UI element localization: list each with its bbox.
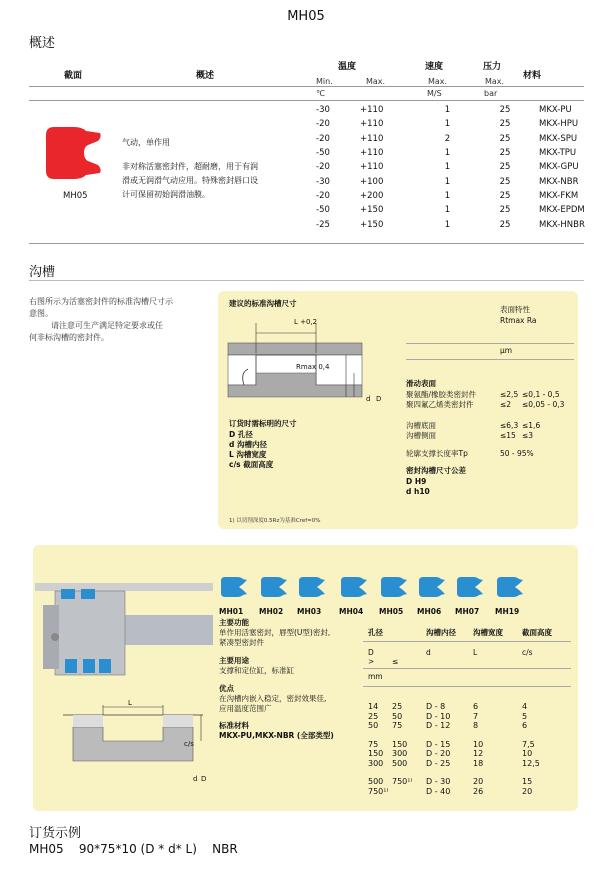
profile-mh19-icon bbox=[495, 575, 525, 599]
dim-cs: 12,5 bbox=[522, 758, 540, 768]
dim-l: 26 bbox=[473, 786, 484, 796]
groove-rows bbox=[406, 421, 574, 441]
profile-mh07-icon bbox=[455, 575, 485, 599]
cell-pressure: 25 bbox=[499, 176, 511, 187]
roughness-label: 沟槽侧面 bbox=[406, 431, 436, 440]
dim-d: D - 20 bbox=[426, 749, 451, 758]
profile-name: MH19 bbox=[495, 607, 520, 616]
cell-max: +110 bbox=[360, 162, 384, 173]
cell-speed: 1 bbox=[444, 219, 451, 230]
cell-speed: 1 bbox=[444, 148, 451, 159]
cell-material: MKX-NBR bbox=[539, 176, 579, 187]
lower-cs: c/s bbox=[184, 740, 194, 748]
cell-max: +150 bbox=[360, 205, 384, 216]
order-example: MH05 90*75*10 (D * d* L) NBR bbox=[29, 842, 238, 856]
func-title: 主要功能 bbox=[219, 618, 249, 627]
surface-title: 表面特性 bbox=[500, 305, 530, 314]
dim-l: 8 bbox=[473, 721, 479, 730]
dim-l: 12 bbox=[473, 749, 484, 758]
cell-speed: 2 bbox=[444, 133, 451, 144]
dim-a: 25 bbox=[368, 711, 379, 721]
cell-pressure: 25 bbox=[499, 162, 511, 173]
col-pressure: 压力 bbox=[483, 62, 502, 72]
order-heading: 订货示例 bbox=[29, 826, 82, 841]
cell-max: +100 bbox=[360, 176, 384, 187]
profile-name: MH07 bbox=[455, 607, 480, 616]
tp-value: 50 - 95% bbox=[500, 449, 534, 458]
cell-material: MKX-PU bbox=[539, 105, 572, 116]
cell-material: MKX-HNBR bbox=[539, 219, 585, 230]
mat-line: MKX-PU,MKX-NBR (全部类型) bbox=[219, 731, 334, 740]
th-cs: 截面高度 bbox=[522, 628, 552, 637]
profile-label: MH05 bbox=[63, 191, 88, 201]
col-material: 材料 bbox=[523, 71, 542, 81]
material-row bbox=[308, 146, 585, 160]
cell-material: MKX-SPU bbox=[539, 133, 578, 144]
groove-heading: 沟槽 bbox=[29, 265, 56, 280]
dim-d: D - 25 bbox=[426, 758, 451, 768]
roughness-row bbox=[406, 421, 574, 431]
cell-pressure: 25 bbox=[499, 119, 511, 130]
col-temp: 温度 bbox=[338, 62, 357, 72]
tp-label: 轮廓支撑长度率Tp bbox=[406, 449, 468, 458]
dim-unit: mm bbox=[368, 672, 383, 681]
groove-intro: 右图所示为活塞密封件的标准沟槽尺寸示 意图。 请注意可生产满足特定要求或任 何非标沟槽的密封件。 bbox=[29, 297, 173, 342]
adv-title: 优点 bbox=[219, 684, 234, 693]
th-inner: 沟槽内径 bbox=[426, 628, 456, 637]
col-speed: 速度 bbox=[425, 62, 444, 72]
profile-name: MH02 bbox=[259, 607, 284, 616]
dim-d: D - 30 bbox=[426, 777, 451, 786]
profile-mh04-icon bbox=[339, 575, 369, 599]
mat-title: 标准材料 bbox=[219, 721, 249, 730]
th-bore: 孔径 bbox=[368, 628, 383, 637]
panel1-footnote: 1) 以切削深度0.5Rz为基准Cref=0% bbox=[229, 518, 321, 524]
sliding-title: 滑动表面 bbox=[406, 379, 436, 388]
profile-mh03-icon bbox=[297, 575, 327, 599]
sym-bore: D bbox=[368, 648, 374, 657]
cell-material: MKX-TPU bbox=[539, 148, 577, 159]
dim-b: 75 bbox=[392, 721, 403, 730]
dim-a: 300 bbox=[368, 758, 384, 768]
sym-inner: d bbox=[426, 648, 431, 657]
dimension-row bbox=[368, 740, 578, 750]
roughness-label: 沟槽底面 bbox=[406, 421, 436, 430]
dimension-table bbox=[368, 702, 578, 796]
roughness-rt: ≤2,5 bbox=[500, 390, 519, 399]
profile-panel bbox=[33, 545, 578, 811]
profile-name: MH06 bbox=[417, 607, 442, 616]
func-lines: 单作用活塞密封，唇型(U型)密封, 紧凑型密封件 bbox=[219, 628, 331, 647]
cell-min: -20 bbox=[316, 133, 330, 144]
dim-a: 14 bbox=[368, 702, 379, 711]
cell-speed: 1 bbox=[444, 162, 451, 173]
cell-pressure: 25 bbox=[499, 219, 511, 230]
roughness-label: 聚四氟乙烯类密封件 bbox=[406, 400, 474, 409]
sliding-rows bbox=[406, 390, 574, 410]
cell-min: -20 bbox=[316, 162, 330, 173]
cell-pressure: 25 bbox=[499, 190, 511, 201]
roughness-row bbox=[406, 431, 574, 441]
dim-cs: 4 bbox=[522, 702, 528, 711]
surface-cols: Rtmax Ra bbox=[500, 316, 537, 325]
order-dims-list: D 孔径 d 沟槽内径 L 沟槽宽度 c/s 截面高度 bbox=[229, 430, 274, 469]
col-desc: 概述 bbox=[196, 71, 215, 81]
cell-pressure: 25 bbox=[499, 133, 511, 144]
material-row bbox=[308, 203, 585, 217]
material-row bbox=[308, 103, 585, 117]
dim-d: D - 15 bbox=[426, 739, 451, 749]
profile-name: MH03 bbox=[297, 607, 322, 616]
profile-mh02-icon bbox=[259, 575, 289, 599]
dim-cs: 20 bbox=[522, 786, 533, 796]
profile-mh06-icon bbox=[417, 575, 447, 599]
cell-speed: 1 bbox=[444, 119, 451, 130]
sym-width: L bbox=[473, 648, 478, 657]
col-temp-min: Min. bbox=[316, 77, 333, 86]
lower-d: d bbox=[193, 775, 198, 783]
dim-cs: 15 bbox=[522, 777, 533, 786]
cell-min: -30 bbox=[316, 105, 330, 116]
cell-max: +110 bbox=[360, 119, 384, 130]
dim-l: 6 bbox=[473, 702, 479, 711]
roughness-row bbox=[406, 390, 574, 400]
tol-title: 密封沟槽尺寸公差 bbox=[406, 466, 466, 475]
unit-temp: ℃ bbox=[316, 89, 325, 98]
dim-a: 50 bbox=[368, 721, 379, 730]
cell-speed: 1 bbox=[444, 176, 451, 187]
dim-b: 50 bbox=[392, 711, 403, 721]
cell-max: +200 bbox=[360, 190, 384, 201]
sym-gt: > bbox=[368, 657, 375, 666]
roughness-ra: ≤3 bbox=[522, 431, 534, 440]
roughness-rt: ≤6,3 bbox=[500, 421, 519, 430]
cell-min: -20 bbox=[316, 190, 330, 201]
dim-a: 75 bbox=[368, 739, 379, 749]
dim-b: 750¹⁾ bbox=[392, 777, 413, 786]
roughness-ra: ≤0,05 - 0,3 bbox=[522, 400, 565, 409]
material-row bbox=[308, 189, 585, 203]
cell-min: -25 bbox=[316, 219, 330, 230]
tol-list: D H9 d h10 bbox=[406, 477, 430, 496]
col-temp-max: Max. bbox=[366, 77, 386, 86]
cell-min: -50 bbox=[316, 148, 330, 159]
roughness-rt: ≤2 bbox=[500, 400, 512, 409]
profile-name: MH04 bbox=[339, 607, 364, 616]
cell-speed: 1 bbox=[444, 105, 451, 116]
profile-name: MH01 bbox=[219, 607, 244, 616]
material-row bbox=[308, 160, 585, 174]
cell-max: +110 bbox=[360, 105, 384, 116]
material-row bbox=[308, 132, 585, 146]
dimension-row bbox=[368, 777, 578, 787]
lower-D: D bbox=[201, 775, 207, 783]
dimension-row bbox=[368, 712, 578, 722]
dim-b bbox=[392, 787, 426, 797]
dim-d: D - 12 bbox=[426, 721, 451, 730]
roughness-ra: ≤0,1 - 0,5 bbox=[522, 390, 560, 399]
material-row bbox=[308, 217, 585, 231]
unit-speed: M/S bbox=[427, 89, 442, 98]
profile-mh05-icon bbox=[379, 575, 409, 599]
roughness-label: 聚氨酯/橡胶类密封件 bbox=[406, 390, 477, 399]
profile-name: MH05 bbox=[379, 607, 404, 616]
overview-heading: 概述 bbox=[29, 36, 56, 51]
panel1-title: 建议的标准沟槽尺寸 bbox=[229, 299, 297, 308]
dim-cs: 5 bbox=[522, 711, 528, 721]
surface-unit: μm bbox=[500, 346, 513, 355]
dim-rmax: Rmax 0,4 bbox=[296, 363, 330, 371]
cell-material: MKX-EPDM bbox=[539, 205, 585, 216]
dim-l: 7 bbox=[473, 711, 479, 721]
dim-l: 18 bbox=[473, 758, 484, 768]
cell-max: +110 bbox=[360, 133, 384, 144]
cell-material: MKX-GPU bbox=[539, 162, 579, 173]
dimension-row bbox=[368, 759, 578, 769]
cell-max: +150 bbox=[360, 219, 384, 230]
dimension-row bbox=[368, 721, 578, 731]
material-row bbox=[308, 117, 585, 131]
col-speed-max: Max. bbox=[428, 77, 448, 86]
th-width: 沟槽宽度 bbox=[473, 628, 503, 637]
dim-b: 150 bbox=[392, 739, 408, 749]
cell-min: -20 bbox=[316, 119, 330, 130]
dim-a: 150 bbox=[368, 749, 384, 758]
col-pressure-max: Max. bbox=[485, 77, 505, 86]
groove-panel bbox=[218, 291, 578, 529]
dim-cs: 10 bbox=[522, 749, 533, 758]
roughness-rt: ≤15 bbox=[500, 431, 516, 440]
dimension-row bbox=[368, 702, 578, 712]
cell-pressure: 25 bbox=[499, 105, 511, 116]
page-title: MH05 bbox=[287, 9, 325, 24]
dim-d: D - 8 bbox=[426, 702, 446, 711]
adv-lines: 在沟槽内嵌入稳定，密封效果佳, 应用温度范围广 bbox=[219, 694, 327, 713]
cell-speed: 1 bbox=[444, 190, 451, 201]
dim-d: D - 40 bbox=[426, 786, 451, 796]
material-row bbox=[308, 174, 585, 188]
cell-pressure: 25 bbox=[499, 205, 511, 216]
cell-material: MKX-HPU bbox=[539, 119, 579, 130]
dim-cs: 6 bbox=[522, 721, 528, 730]
cell-min: -30 bbox=[316, 176, 330, 187]
mh05-profile-icon bbox=[44, 125, 104, 181]
cell-max: +110 bbox=[360, 148, 384, 159]
dim-b: 25 bbox=[392, 702, 403, 711]
dimension-row bbox=[368, 749, 578, 759]
piston-illustration bbox=[35, 575, 213, 683]
order-dims-title: 订货时需标明的尺寸 bbox=[229, 419, 297, 428]
col-section: 截面 bbox=[64, 71, 83, 81]
use-title: 主要用途 bbox=[219, 656, 249, 665]
dim-l: 20 bbox=[473, 777, 484, 786]
sym-le: ≤ bbox=[392, 657, 399, 666]
dim-b: 300 bbox=[392, 749, 408, 758]
dim-l: 10 bbox=[473, 739, 484, 749]
profile-mh01-icon bbox=[219, 575, 249, 599]
dimension-row bbox=[368, 787, 578, 797]
dim-D: D bbox=[376, 395, 382, 403]
material-table bbox=[308, 103, 585, 232]
roughness-ra: ≤1,6 bbox=[522, 421, 541, 430]
dim-a: 750¹⁾ bbox=[368, 786, 389, 796]
dim-d: D - 10 bbox=[426, 711, 451, 721]
description: 非对称活塞密封件，超耐磨，用于有润 滑或无润滑气动应用。特殊密封唇口设 计可保留初始润滑油膜。 bbox=[122, 162, 258, 199]
cell-pressure: 25 bbox=[499, 148, 511, 159]
groove-drawing bbox=[226, 313, 366, 409]
use-line: 支撑和定位缸，标准缸 bbox=[219, 666, 294, 675]
dim-d: d bbox=[366, 395, 371, 403]
cell-speed: 1 bbox=[444, 205, 451, 216]
profile-icons-row bbox=[219, 575, 549, 605]
roughness-row bbox=[406, 400, 574, 410]
cell-material: MKX-FKM bbox=[539, 190, 579, 201]
dim-cs: 7,5 bbox=[522, 739, 535, 749]
cell-min: -50 bbox=[316, 205, 330, 216]
action-text: 气动，单作用 bbox=[122, 138, 170, 147]
dim-L: L +0,2 bbox=[294, 318, 318, 326]
lower-L: L bbox=[128, 699, 132, 707]
unit-pressure: bar bbox=[484, 89, 498, 98]
dim-a: 500 bbox=[368, 777, 384, 786]
dim-b: 500 bbox=[392, 758, 408, 768]
sym-cs: c/s bbox=[522, 648, 533, 657]
